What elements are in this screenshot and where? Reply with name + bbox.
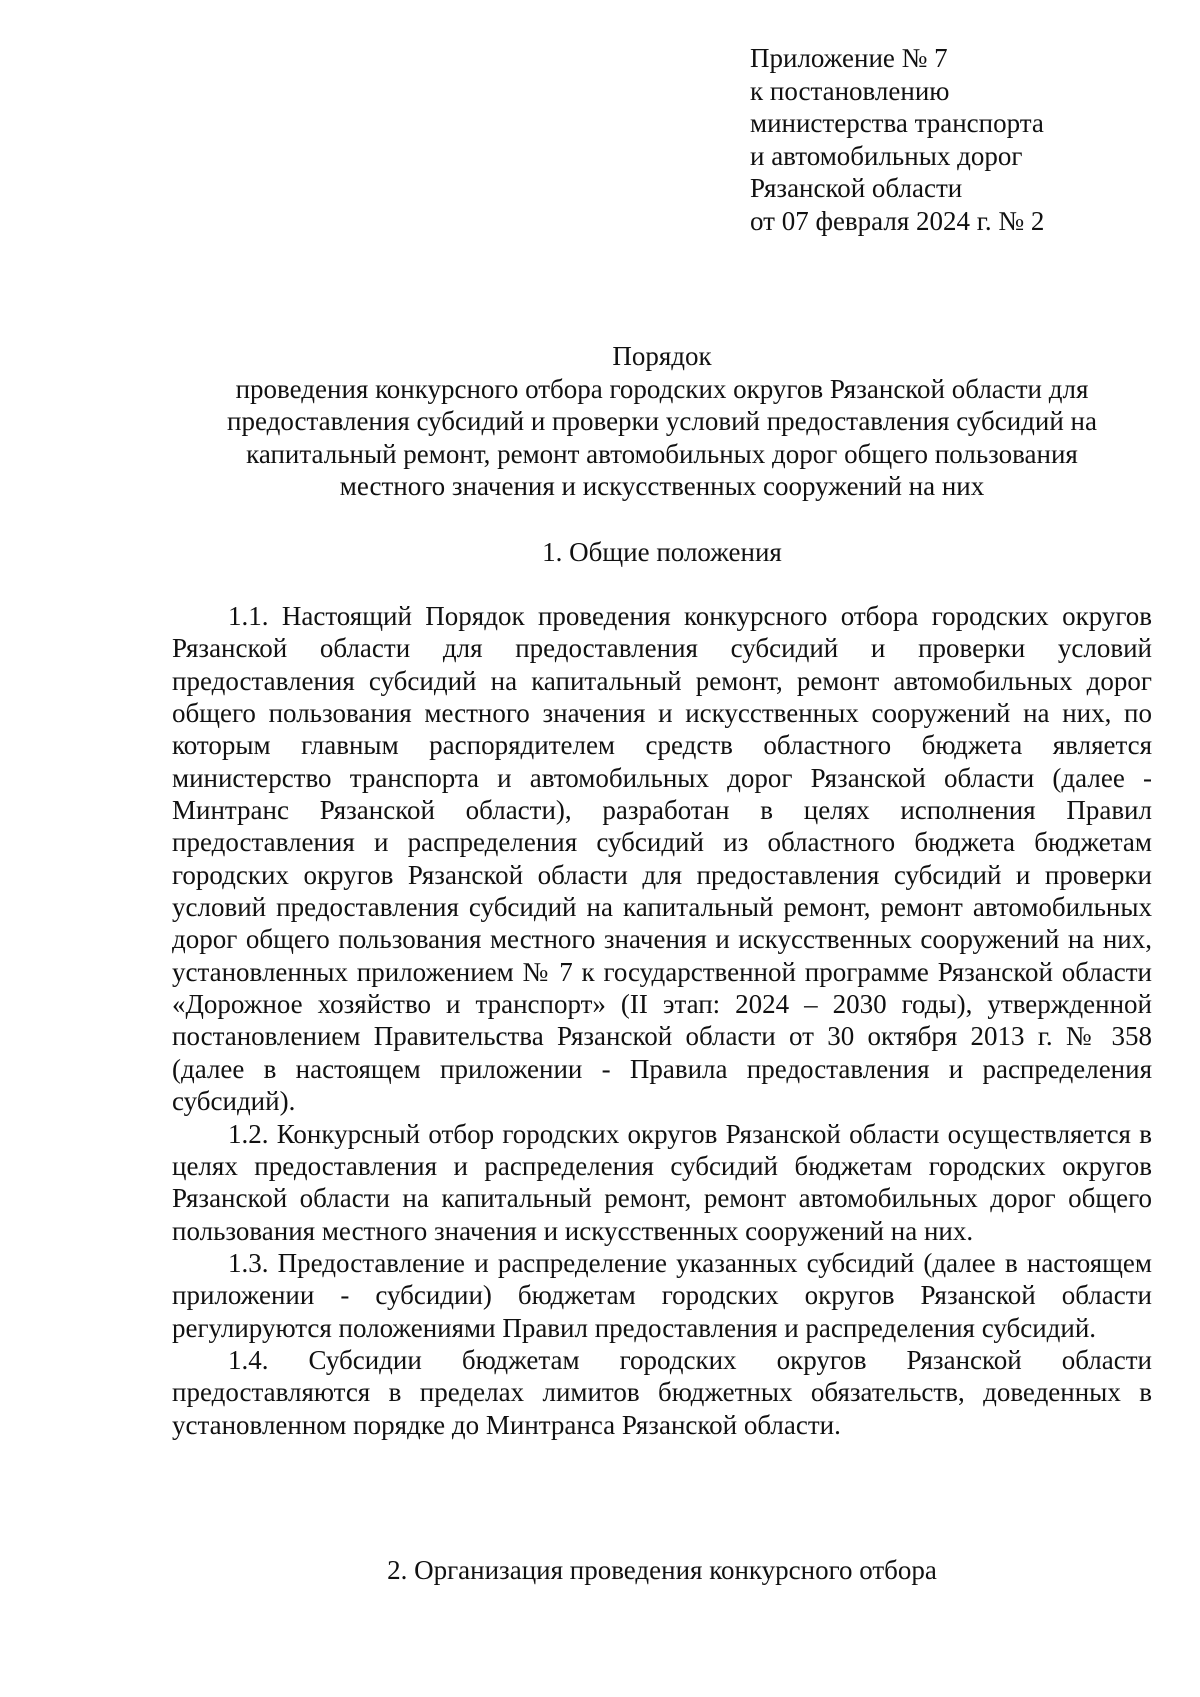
title-line: местного значения и искусственных сооружений на них xyxy=(339,471,985,501)
section-1-heading: 1. Общие положения xyxy=(542,537,782,567)
appendix-header xyxy=(750,42,1150,237)
paragraph-1-4: 1.4. Субсидии бюджетам городских округов Рязанской области предоставляются в пределах лимитов бюджетных обязательств, доведенных в установленном порядке до Минтранса Рязанской области. xyxy=(172,1344,1152,1440)
appendix-line: и автомобильных дорог xyxy=(750,140,1023,171)
paragraph-1-2: 1.2. Конкурсный отбор городских округов Рязанской области осуществляется в целях предоставления и распределения субсидий бюджетам городских округов Рязанской области на капитальный ремонт, ремонт автомобильных дорог общего пользования местного значения и искусственных сооружений на них. xyxy=(172,1118,1152,1246)
appendix-line: к постановлению xyxy=(750,75,950,106)
appendix-line: от 07 февраля 2024 г. № 2 xyxy=(750,205,1045,236)
title-line: Порядок xyxy=(612,341,712,371)
section-2-heading: 2. Организация проведения конкурсного отбора xyxy=(387,1555,937,1585)
appendix-line: Рязанской области xyxy=(750,173,963,203)
title-line: капитальный ремонт, ремонт автомобильных дорог общего пользования xyxy=(246,438,1078,469)
paragraph-1-1: 1.1. Настоящий Порядок проведения конкурсного отбора городских округов Рязанской области для предоставления субсидий и проверки условий предоставления субсидий на капитальный ремонт, ремонт автомобильных дорог общего пользования местного значения и искусственных сооружений на них, по которым главным распорядителем средств областного бюджета является министерство транспорта и автомобильных дорог Рязанской области (далее - Минтранс Рязанской области), разработан в целях исполнения Правил предоставления и распределения субсидий из областного бюджета бюджетам городских округов Рязанской области для предоставления субсидий и проверки условий предоставления субсидий на капитальный ремонт, ремонт автомобильных дорог общего пользования местного значения и искусственных сооружений на них, установленных приложением № 7 к государственной программе Рязанской области «Дорожное хозяйство и транспорт» (II этап: 2024 – 2030 годы), утвержденной постановлением Правительства Рязанской области от 30 октября 2013 г. № 358 (далее в настоящем приложении - Правила предоставления и распределения субсидий). xyxy=(172,601,1152,1117)
section-1-body xyxy=(172,600,1152,1441)
document-title xyxy=(172,340,1152,503)
appendix-line: Приложение № 7 xyxy=(750,43,948,73)
paragraph-1-3: 1.3. Предоставление и распределение указанных субсидий (далее в настоящем приложении - субсидии) бюджетам городских округов Рязанской области регулируются положениями Правил предоставления и распределения субсидий. xyxy=(172,1247,1152,1343)
appendix-line: министерства транспорта xyxy=(750,108,1044,138)
title-line: проведения конкурсного отбора городских округов Рязанской области для xyxy=(235,373,1089,404)
title-line: предоставления субсидий и проверки условий предоставления субсидий на xyxy=(227,406,1097,436)
